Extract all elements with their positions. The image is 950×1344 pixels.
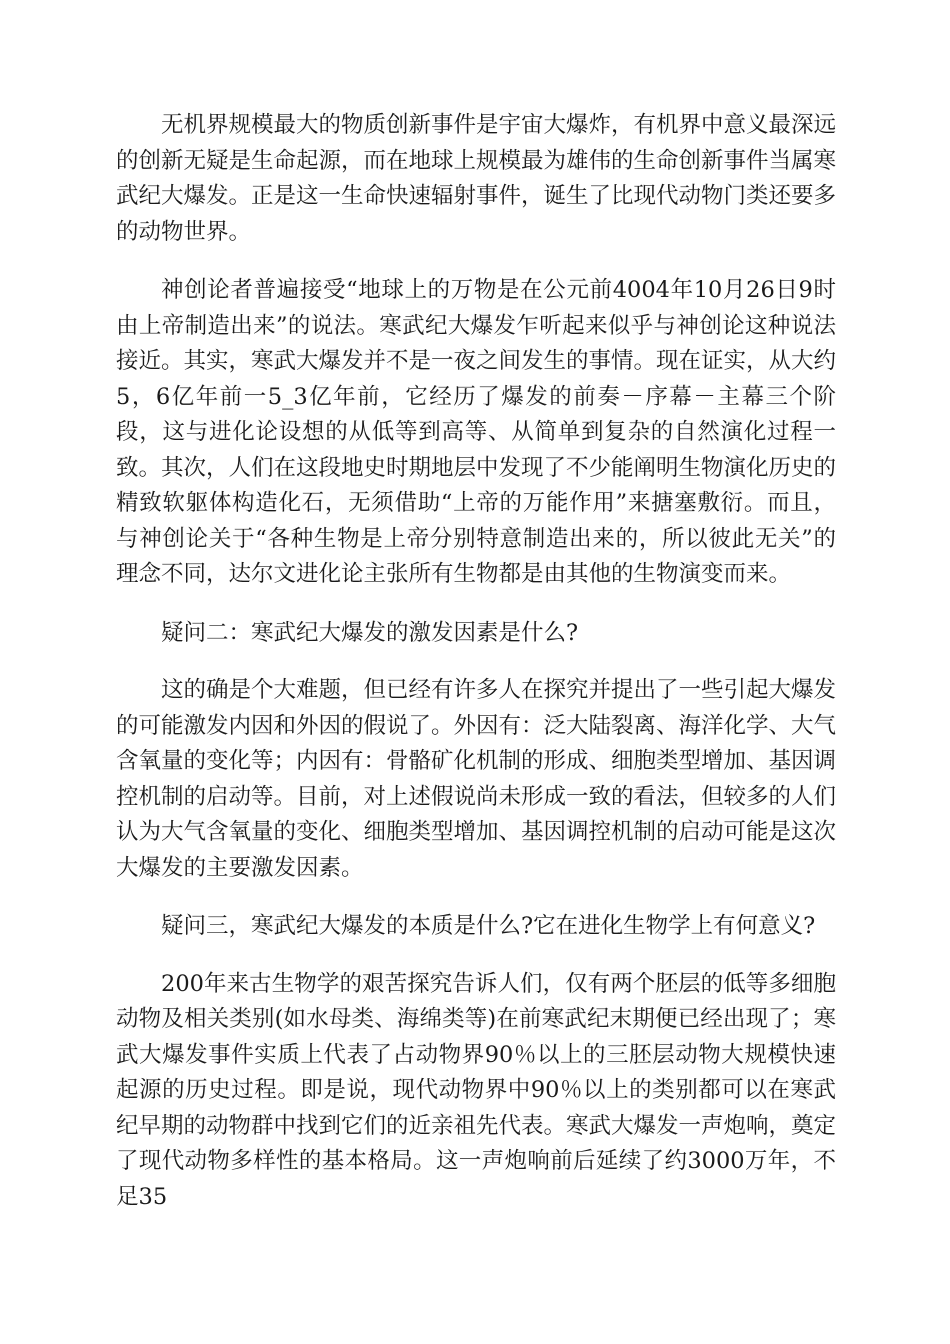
document-page <box>116 108 836 1238</box>
paragraph-triggers: 这的确是个大难题，但已经有许多人在探究并提出了一些引起大爆发的可能激发内因和外因的假说了。外因有：泛大陆裂离、海洋化学、大气含氧量的变化等；内因有：骨骼矿化机制的形成、细胞类型增加、基因调控机制的启动等。目前，对上述假说尚未形成一致的看法，但较多的人们认为大气含氧量的变化、细胞类型增加、基因调控机制的启动可能是这次大爆发的主要激发因素。 <box>116 677 837 881</box>
paragraph-essence: 200年来古生物学的艰苦探究告诉人们，仅有两个胚层的低等多细胞动物及相关类别(如水母类、海绵类等)在前寒武纪末期便已经出现了；寒武大爆发事件实质上代表了占动物界90％以上的三胚层动物大规模快速起源的历史过程。即是说，现代动物界中90％以上的类别都可以在寒武纪早期的动物群中找到它们的近亲祖先代表。寒武大爆发一声炮响，奠定了现代动物多样性的基本格局。这一声炮响前后延续了约3000万年，不足35 <box>116 970 837 1210</box>
question-three-heading: 疑问三，寒武纪大爆发的本质是什么?它在进化生物学上有何意义? <box>161 913 816 939</box>
question-two-heading: 疑问二：寒武纪大爆发的激发因素是什么? <box>161 619 579 646</box>
paragraph-creationism: 神创论者普遍接受“地球上的万物是在公元前4004年10月26日9时由上帝制造出来”的说法。寒武纪大爆发乍听起来似乎与神创论这种说法接近。其实，寒武大爆发并不是一夜之间发生的事情。现在证实，从大约5，6亿年前一5_3亿年前，它经历了爆发的前奏－序幕－主幕三个阶段，这与进化论设想的从低等到高等、从简单到复杂的自然演化过程一致。其次，人们在这段地史时期地层中发现了不少能阐明生物演化历史的精致软躯体构造化石，无须借助“上帝的万能作用”来搪塞敷衍。而且，与神创论关于“各种生物是上帝分别特意制造出来的，所以彼此无关”的理念不同，达尔文进化论主张所有生物都是由其他的生物演变而来。 <box>116 277 837 587</box>
paragraph-intro: 无机界规模最大的物质创新事件是宇宙大爆炸，有机界中意义最深远的创新无疑是生命起源，而在地球上规模最为雄伟的生命创新事件当属寒武纪大爆发。正是这一生命快速辐射事件，诞生了比现代动物门类还要多的动物世界。 <box>116 112 837 245</box>
